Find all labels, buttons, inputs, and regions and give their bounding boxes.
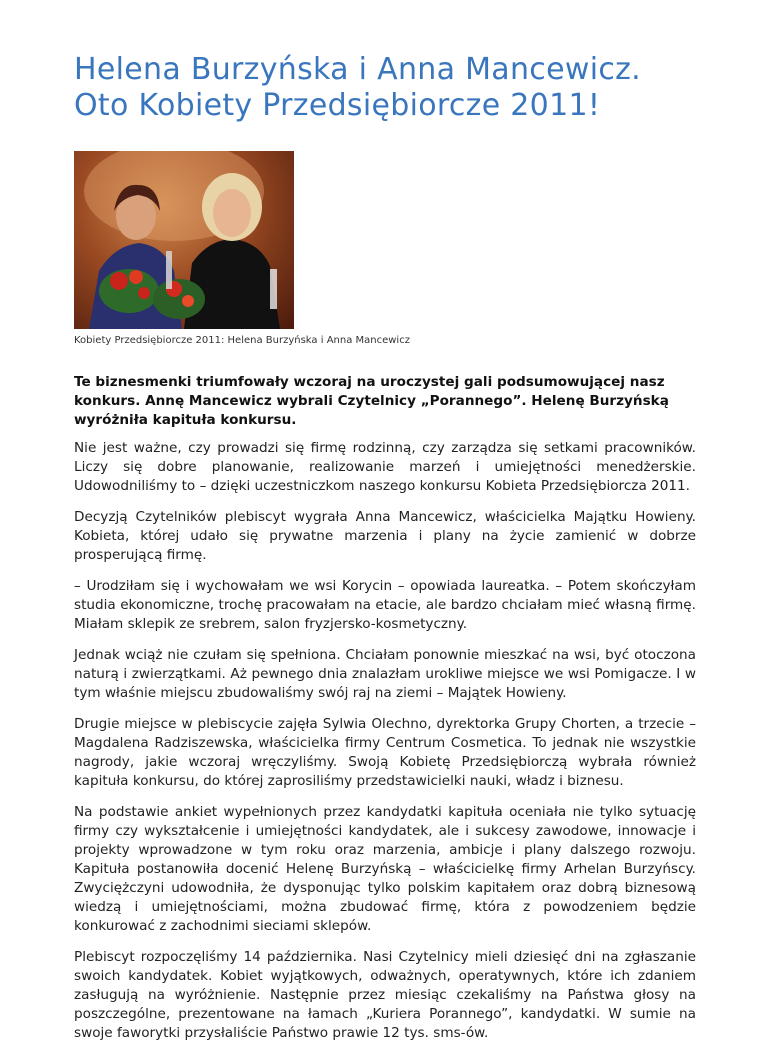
article-lead: Te biznesmenki triumfowały wczoraj na uroczystej gali podsumowującej nasz konkurs. Annę Mancewicz wybrali Czytelnicy „Porannego”. Helenę Burzyńską wyróżniła kapituła konkursu. bbox=[74, 374, 669, 428]
photo-caption: Kobiety Przedsiębiorcze 2011: Helena Burzyńska i Anna Mancewicz bbox=[74, 335, 410, 346]
paragraph-1: Nie jest ważne, czy prowadzi się firmę rodzinną, czy zarządza się setkami pracowników. Liczy się dobre planowanie, realizowanie marzeń i umiejętności menedżerskie. Udowodniliśmy to – dzięki uczestniczkom naszego konkursu Kobieta Przedsiębiorcza 2011. bbox=[74, 440, 696, 494]
photo-illustration bbox=[74, 151, 294, 329]
article-title bbox=[74, 52, 696, 124]
paragraph-3: – Urodziłam się i wychowałam we wsi Korycin – opowiada laureatka. – Potem skończyłam studia ekonomiczne, trochę pracowałam na etacie, ale bardzo chciałam mieć własną firmę. Miałam sklepik ze srebrem, salon fryzjersko-kosmetyczny. bbox=[74, 578, 696, 632]
paragraph-7: Plebiscyt rozpoczęliśmy 14 października. Nasi Czytelnicy mieli dziesięć dni na zgłaszanie swoich kandydatek. Kobiet wyjątkowych, odważnych, operatywnych, które ich zdaniem zasługują na wyróżnienie. Następnie przez miesiąc czekaliśmy na Państwa głosy na poszczególne, prezentowane na łamach „Kuriera Porannego”, kandydatki. W sumie na swoje faworytki przysłaliście Państwo prawie 12 tys. sms-ów. bbox=[74, 949, 696, 1041]
article bbox=[74, 52, 696, 1043]
title-line-1: Helena Burzyńska i Anna Mancewicz. bbox=[74, 52, 642, 87]
paragraph-4: Jednak wciąż nie czułam się spełniona. Chciałam ponownie mieszkać na wsi, być otoczona naturą i zwierzątkami. Aż pewnego dnia znalazłam urokliwe miejsce we wsi Pomigacze. I w tym właśnie miejscu zbudowaliśmy swój raj na ziemi – Majątek Howieny. bbox=[74, 647, 696, 701]
paragraph-6: Na podstawie ankiet wypełnionych przez kandydatki kapituła oceniała nie tylko sytuację firmy czy wykształcenie i umiejętności kandydatek, ale i sukcesy zawodowe, innowacje i projekty wprowadzone w tym roku oraz marzenia, ambicje i plany dalszego rozwoju. Kapituła postanowiła docenić Helenę Burzyńską – właścicielkę firmy Arhelan Burzyńscy. Zwyciężczyni udowodniła, że dysponując tylko polskim kapitałem oraz dobrą biznesową wiedzą i umiejętnościami, można zbudować firmę, która z powodzeniem będzie konkurować z zachodnimi sieciami sklepów. bbox=[74, 804, 696, 934]
paragraph-2: Decyzją Czytelników plebiscyt wygrała Anna Mancewicz, właścicielka Majątku Howieny. Kobieta, której udało się prywatne marzenia i plany na życie zamienić w dobrze prosperującą firmę. bbox=[74, 509, 696, 563]
article-photo bbox=[74, 151, 294, 329]
title-line-2: Oto Kobiety Przedsiębiorcze 2011! bbox=[74, 88, 601, 123]
paragraph-5: Drugie miejsce w plebiscycie zajęła Sylwia Olechno, dyrektorka Grupy Chorten, a trzecie – Magdalena Radziszewska, właścicielka firmy Centrum Cosmetica. To jednak nie wszystkie nagrody, jakie wczoraj wręczyliśmy. Swoją Kobietę Przedsiębiorczą wybrała również kapituła konkursu, do której zaprosiliśmy przedstawicielki nauki, władz i biznesu. bbox=[74, 716, 696, 789]
